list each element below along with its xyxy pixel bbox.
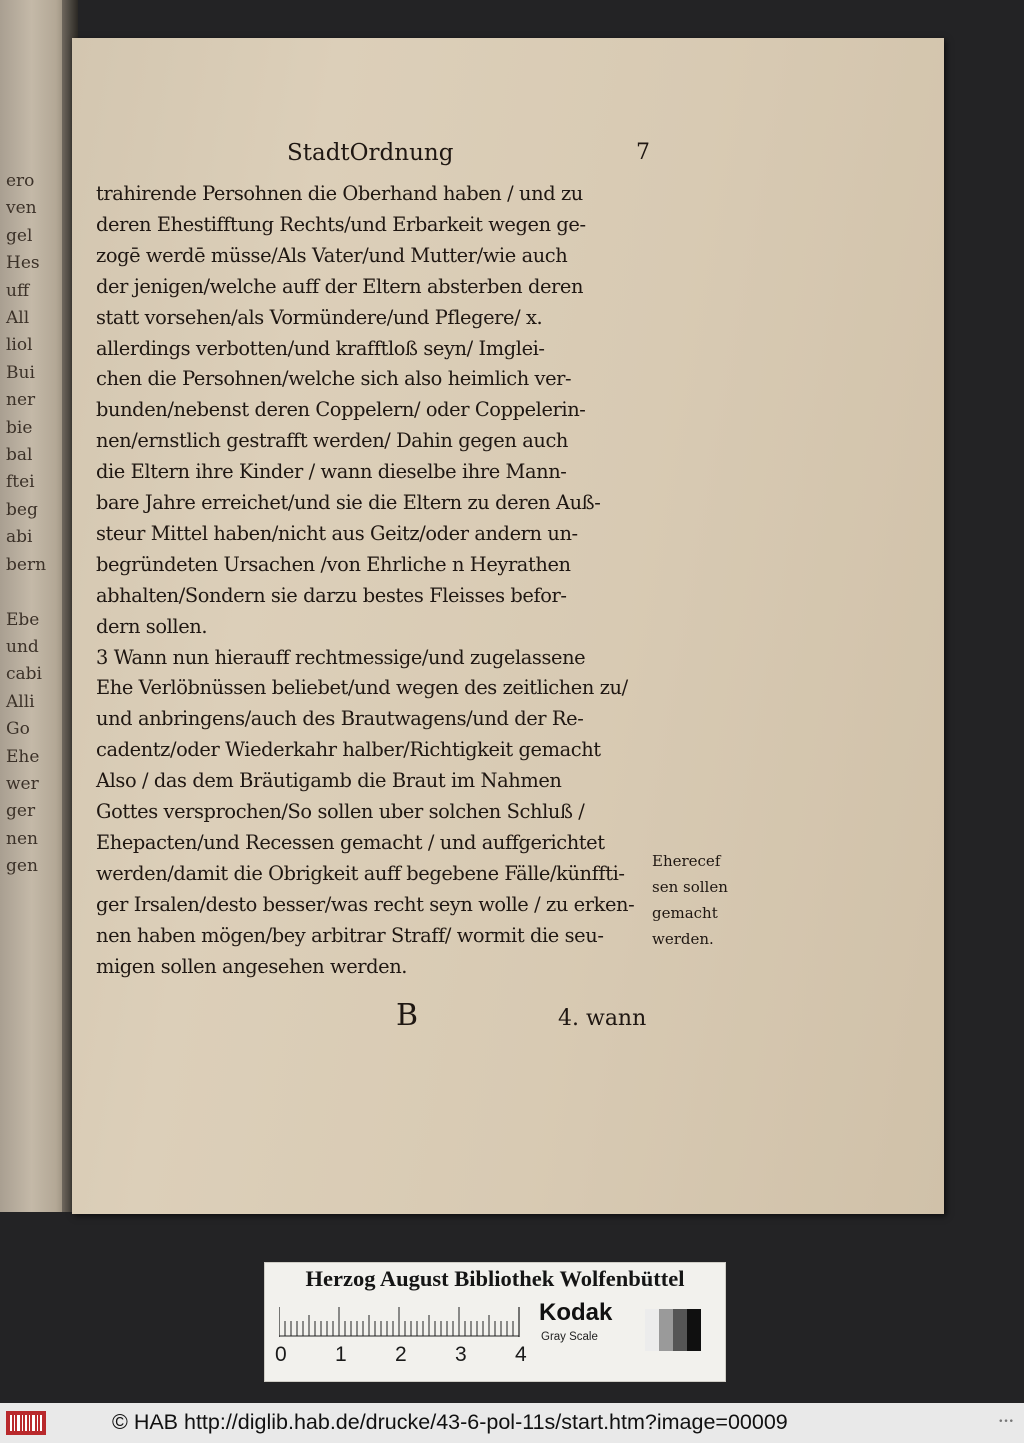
left-fragment-line: bern bbox=[6, 554, 47, 575]
text-line: der jenigen/welche auff der Eltern absterben deren bbox=[96, 274, 584, 298]
left-fragment-line: abi bbox=[6, 527, 33, 548]
text-line: begründeten Ursachen /von Ehrliche n Heyrathen bbox=[96, 552, 571, 576]
text-line: Ehepacten/und Recessen gemacht / und auffgerichtet bbox=[96, 830, 605, 854]
text-line: 3 Wann nun hierauff rechtmessige/und zugelassene bbox=[96, 645, 586, 669]
left-fragment-line: cabi bbox=[6, 664, 42, 685]
left-fragment-line: Go bbox=[6, 719, 30, 740]
left-fragment-line: und bbox=[6, 636, 39, 657]
left-fragment-line: All bbox=[6, 308, 30, 329]
left-fragment-line: nen bbox=[6, 828, 38, 849]
text-line: bare Jahre erreichet/und sie die Eltern zu deren Auß- bbox=[96, 491, 601, 514]
text-line: deren Ehestifftung Rechts/und Erbarkeit wegen ge- bbox=[96, 212, 586, 236]
scale-ruler bbox=[279, 1307, 529, 1337]
gray-swatch bbox=[645, 1309, 659, 1351]
text-line: trahirende Persohnen die Oberhand haben / und zu bbox=[96, 182, 583, 205]
text-line: allerdings verbotten/und krafftloß seyn/ Imglei- bbox=[96, 336, 545, 360]
kodak-logo: Kodak bbox=[539, 1299, 613, 1326]
ruler-number: 3 bbox=[455, 1343, 467, 1366]
text-line: abhalten/Sondern sie darzu bestes Fleisses befor- bbox=[96, 583, 567, 607]
text-line: Ehe Verlöbnüssen beliebet/und wegen des zeitlichen zu/ bbox=[96, 676, 628, 700]
page-number: 7 bbox=[636, 140, 650, 165]
gray-scale-label: Gray Scale bbox=[541, 1331, 598, 1343]
text-line: statt vorsehen/als Vormündere/und Pflegere/ x. bbox=[96, 305, 543, 329]
left-fragment-line: Ebe bbox=[6, 609, 40, 630]
running-header: StadtOrdnung bbox=[287, 140, 454, 166]
left-fragment-line: beg bbox=[6, 499, 38, 520]
text-line: zogē werdē müsse/Als Vater/und Mutter/wie auch bbox=[96, 243, 568, 267]
color-reference-card bbox=[264, 1262, 726, 1382]
library-name: Herzog August Bibliothek Wolfenbüttel bbox=[305, 1266, 685, 1291]
text-line: Also / das dem Bräutigamb die Braut im Nahmen bbox=[96, 769, 562, 793]
text-line: nen haben mögen/bey arbitrar Straff/ wormit die seu- bbox=[96, 923, 604, 947]
gray-swatch bbox=[673, 1309, 687, 1351]
footer-bar bbox=[0, 1403, 1024, 1443]
text-line: cadentz/oder Wiederkahr halber/Richtigkeit gemacht bbox=[96, 738, 601, 762]
left-page-edge bbox=[0, 0, 70, 1212]
text-line: steur Mittel haben/nicht aus Geitz/oder andern un- bbox=[96, 521, 578, 545]
gray-swatch bbox=[659, 1309, 673, 1351]
ruler-number: 2 bbox=[395, 1343, 407, 1366]
text-line: Gottes versprochen/So sollen uber solchen Schluß / bbox=[96, 800, 585, 823]
left-fragment-line: uff bbox=[6, 280, 30, 301]
margin-note-line: werden. bbox=[652, 930, 714, 948]
left-fragment-line: ner bbox=[6, 390, 36, 411]
left-fragment-line: ftei bbox=[6, 472, 35, 493]
text-line: die Eltern ihre Kinder / wann dieselbe ihre Mann- bbox=[96, 460, 567, 484]
signature-mark: B bbox=[396, 998, 419, 1033]
catchword: 4. wann bbox=[558, 1006, 647, 1031]
text-line: dern sollen. bbox=[96, 614, 208, 638]
text-line: chen die Persohnen/welche sich also heimlich ver- bbox=[96, 367, 572, 391]
left-fragment-line: liol bbox=[6, 335, 33, 356]
left-fragment-line: ger bbox=[6, 801, 36, 822]
left-fragment-line: Alli bbox=[6, 691, 35, 712]
margin-note-line: sen sollen bbox=[652, 878, 728, 896]
ruler-number: 1 bbox=[335, 1343, 347, 1366]
left-fragment-line bbox=[6, 579, 66, 606]
text-line: ger Irsalen/desto besser/was recht seyn wolle / zu erken- bbox=[96, 892, 635, 916]
gray-swatches bbox=[645, 1309, 701, 1351]
left-fragment-line: gel bbox=[6, 225, 33, 246]
left-fragment-line: ven bbox=[6, 198, 37, 219]
margin-note-line: Eherecef bbox=[652, 852, 721, 870]
left-fragment-line: gen bbox=[6, 856, 38, 877]
left-page-text-fragment bbox=[6, 168, 66, 881]
left-fragment-line: Hes bbox=[6, 253, 40, 274]
left-fragment-line: bal bbox=[6, 445, 33, 466]
ruler-number: 0 bbox=[275, 1343, 287, 1366]
copyright-url: © HAB http://diglib.hab.de/drucke/43-6-pol-11s/start.htm?image=00009 bbox=[112, 1410, 788, 1434]
left-fragment-line: wer bbox=[6, 773, 39, 794]
left-fragment-line: Ehe bbox=[6, 746, 40, 767]
barcode-logo-icon bbox=[6, 1411, 46, 1435]
gray-swatch bbox=[687, 1309, 701, 1351]
left-fragment-line: Bui bbox=[6, 362, 35, 383]
text-line: nen/ernstlich gestrafft werden/ Dahin gegen auch bbox=[96, 429, 569, 453]
menu-dots-icon[interactable]: ••• bbox=[998, 1417, 1014, 1427]
ruler-number: 4 bbox=[515, 1343, 527, 1366]
text-line: migen sollen angesehen werden. bbox=[96, 954, 408, 978]
margin-note-line: gemacht bbox=[652, 904, 718, 922]
left-fragment-line: bie bbox=[6, 417, 33, 438]
text-line: bunden/nebenst deren Coppelern/ oder Coppelerin- bbox=[96, 398, 586, 422]
left-fragment-line: ero bbox=[6, 171, 35, 191]
text-line: werden/damit die Obrigkeit auff begebene Fälle/künffti- bbox=[96, 861, 625, 885]
text-line: und anbringens/auch des Brautwagens/und der Re- bbox=[96, 707, 584, 731]
